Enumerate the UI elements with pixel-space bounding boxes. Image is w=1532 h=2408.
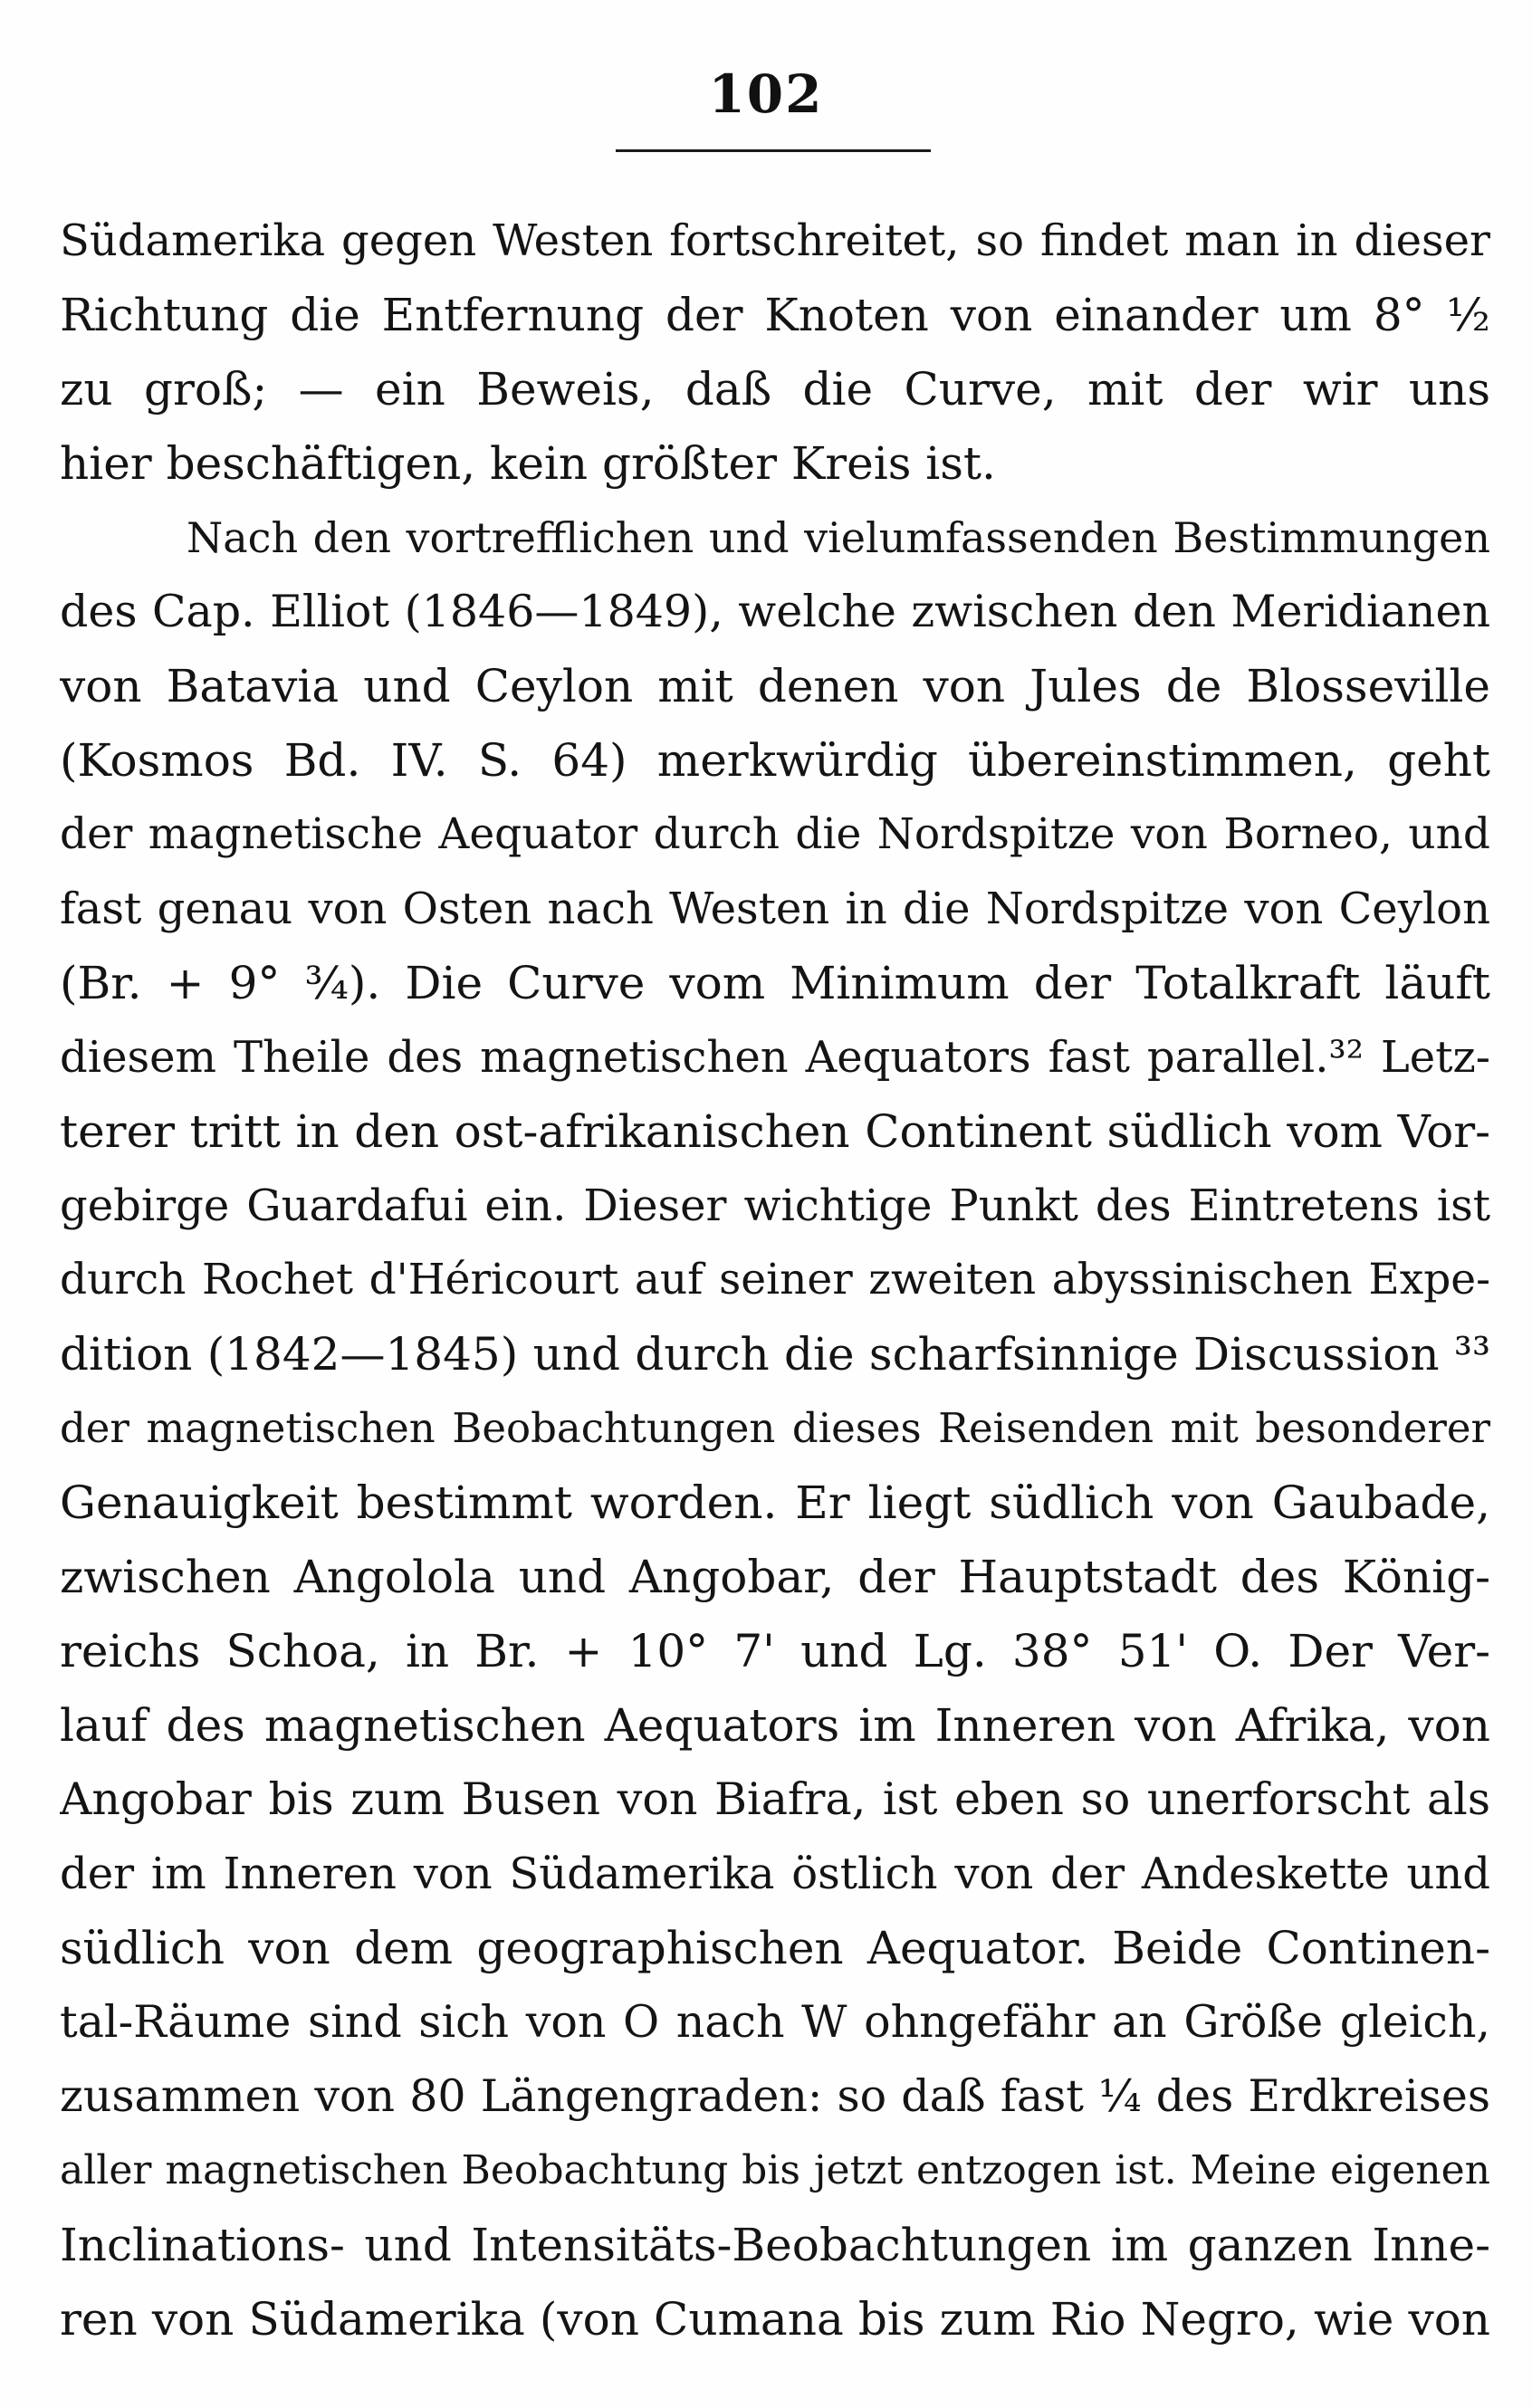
text-line: reichs Schoa, in Br. + 10° 7' und Lg. 38° 51' O. Der Ver- <box>60 1625 1490 1677</box>
text-line: Richtung die Entfernung der Knoten von einander um 8° ½ <box>60 289 1490 341</box>
text-line: (Br. + 9° ¾). Die Curve vom Minimum der Totalkraft läuft <box>60 957 1490 1009</box>
text-line: diesem Theile des magnetischen Aequators fast parallel.³² Letz- <box>60 1032 1490 1083</box>
text-line: Angobar bis zum Busen von Biafra, ist eben so unerforscht als <box>60 1773 1490 1825</box>
text-line: von Batavia und Ceylon mit denen von Jules de Blosseville <box>60 660 1490 712</box>
text-line: (Kosmos Bd. IV. S. 64) merkwürdig übereinstimmen, geht <box>60 734 1490 787</box>
text-line: der im Inneren von Südamerika östlich von der Andeskette und <box>60 1849 1490 1899</box>
text-line: aller magnetischen Beobachtung bis jetzt entzogen ist. Meine eigenen <box>60 2147 1490 2193</box>
text-line: lauf des magnetischen Aequators im Inneren von Afrika, von <box>60 1699 1490 1752</box>
text-line: Nach den vortrefflichen und vielumfassenden Bestimmungen <box>187 513 1490 562</box>
text-line: südlich von dem geographischen Aequator. Beide Continen- <box>60 1922 1490 1974</box>
text-line: tal-Räume sind sich von O nach W ohngefähr an Größe gleich, <box>60 1996 1490 2048</box>
text-line: ren von Südamerika (von Cumana bis zum Rio Negro, wie von <box>60 2293 1490 2346</box>
text-line: zwischen Angolola und Angobar, der Hauptstadt des König- <box>60 1551 1490 1603</box>
text-line: der magnetische Aequator durch die Nordspitze von Borneo, und <box>60 809 1490 859</box>
text-line: terer tritt in den ost-afrikanischen Continent südlich vom Vor- <box>60 1105 1490 1158</box>
text-line: fast genau von Osten nach Westen in die Nordspitze von Ceylon <box>60 884 1490 934</box>
text-line: des Cap. Elliot (1846—1849), welche zwischen den Meridianen <box>60 586 1490 637</box>
text-line: dition (1842—1845) und durch die scharfsinnige Discussion ³³ <box>60 1328 1490 1381</box>
text-line: Inclinations- und Intensitäts-Beobachtungen im ganzen Inne- <box>60 2219 1490 2271</box>
text-line: durch Rochet d'Héricourt auf seiner zweiten abyssinischen Expe- <box>60 1255 1490 1304</box>
text-line: zu groß; — ein Beweis, daß die Curve, mit der wir uns <box>60 363 1490 416</box>
text-line: gebirge Guardafui ein. Dieser wichtige Punkt des Eintretens ist <box>60 1180 1490 1231</box>
text-line: Südamerika gegen Westen fortschreitet, so findet man in dieser <box>60 215 1490 266</box>
page-number: 102 <box>708 63 824 125</box>
text-line: zusammen von 80 Längengraden: so daß fast ¼ des Erdkreises <box>60 2070 1490 2122</box>
text-line: Genauigkeit bestimmt worden. Er liegt südlich von Gaubade, <box>60 1476 1490 1529</box>
text-line: der magnetischen Beobachtungen dieses Reisenden mit besonderer <box>60 1404 1490 1452</box>
header-rule <box>616 149 931 152</box>
text-line: hier beschäftigen, kein größter Kreis ist. <box>60 437 996 490</box>
body-text <box>60 204 1490 2356</box>
